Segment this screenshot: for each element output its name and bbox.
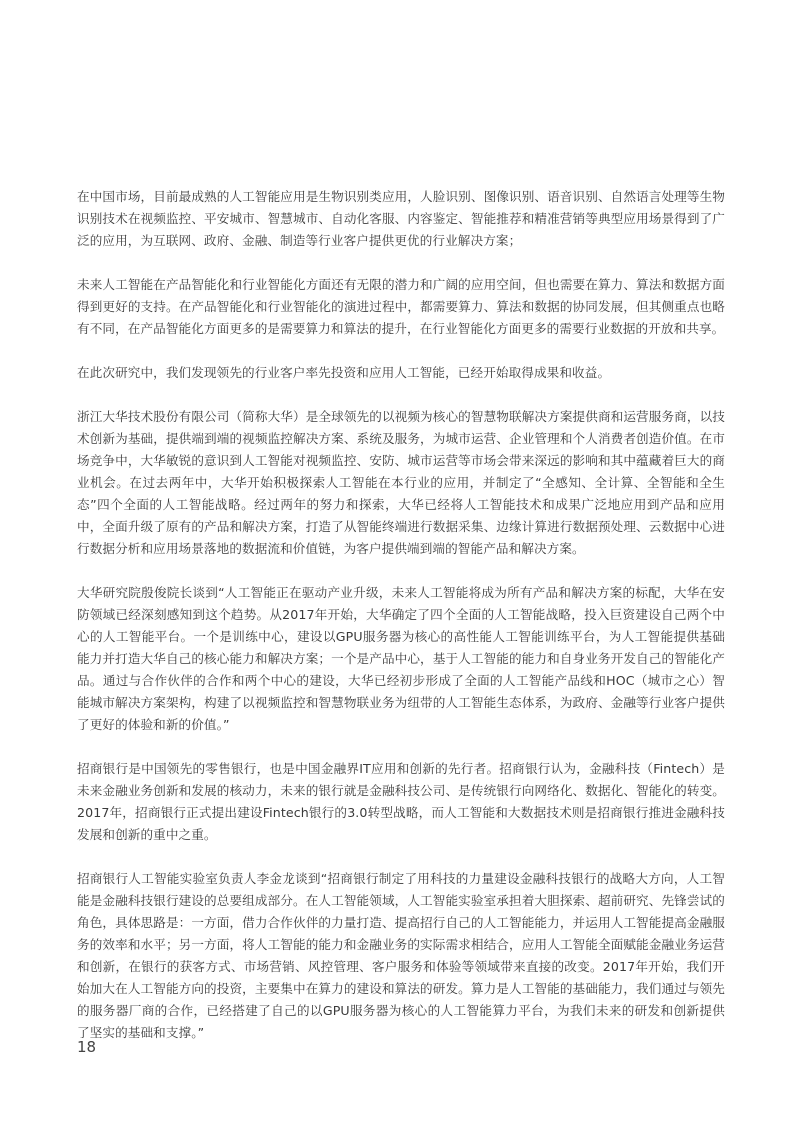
body-text [77,186,725,1066]
paragraph-dahua-intro: 浙江大华技术股份有限公司（简称大华）是全球领先的以视频为核心的智慧物联解决方案提供商和运营服务商，以技术创新为基础，提供端到端的视频监控解决方案、系统及服务，为城市运营、企业管理和个人消费者创造价值。在市场竞争中，大华敏锐的意识到人工智能对视频监控、安防、城市运营等市场会带来深远的影响和其中蕴藏着巨大的商业机会。在过去两年中，大华开始积极探索人工智能在本行业的应用，并制定了“全感知、全计算、全智能和全生态”四个全面的人工智能战略。经过两年的努力和探索，大华已经将人工智能技术和成果广泛地应用到产品和应用中，全面升级了原有的产品和解决方案，打造了从智能终端进行数据采集、边缘计算进行数据预处理、云数据中心进行数据分析和应用场景落地的数据流和价值链，为客户提供端到端的智能产品和解决方案。 [77,409,725,556]
page-number: 18 [77,1038,97,1056]
paragraph-china-market: 在中国市场，目前最成熟的人工智能应用是生物识别类应用，人脸识别、图像识别、语音识别、自然语言处理等生物识别技术在视频监控、平安城市、智慧城市、自动化客服、内容鉴定、智能推荐和精准营销等典型应用场景得到了广泛的应用，为互联网、政府、金融、制造等行业客户提供更优的行业解决方案； [77,189,725,248]
paragraph-dahua-quote: 大华研究院殷俊院长谈到“人工智能正在驱动产业升级，未来人工智能将成为所有产品和解决方案的标配，大华在安防领域已经深刻感知到这个趋势。从2017年开始，大华确定了四个全面的人工智能战略，投入巨资建设自己两个中心的人工智能平台。一个是训练中心，建设以GPU服务器为核心的高性能人工智能训练平台，为人工智能提供基础能力并打造大华自己的核心能力和解决方案；一个是产品中心，基于人工智能的能力和自身业务开发自己的智能化产品。通过与合作伙伴的合作和两个中心的建设，大华已经初步形成了全面的人工智能产品线和HOC（城市之心）智能城市解决方案架构，构建了以视频监控和智慧物联业务为纽带的人工智能生态体系，为政府、金融等行业客户提供了更好的体验和新的价值。” [77,585,725,732]
paragraph-research-findings: 在此次研究中，我们发现领先的行业客户率先投资和应用人工智能，已经开始取得成果和收益。 [77,365,611,380]
paragraph-cmb-intro: 招商银行是中国领先的零售银行，也是中国金融界IT应用和创新的先行者。招商银行认为，金融科技（Fintech）是未来金融业务创新和发展的核动力，未来的银行就是金融科技公司、是传统银行向网络化、数据化、智能化的转变。2017年，招商银行正式提出建设Fintech银行的3.0转型战略，而人工智能和大数据技术则是招商银行推进金融科技发展和创新的重中之重。 [77,761,725,842]
paragraph-future-ai: 未来人工智能在产品智能化和行业智能化方面还有无限的潜力和广阔的应用空间，但也需要在算力、算法和数据方面得到更好的支持。在产品智能化和行业智能化的演进过程中，都需要算力、算法和数据的协同发展，但其侧重点也略有不同，在产品智能化方面更多的是需要算力和算法的提升，在行业智能化方面更多的需要行业数据的开放和共享。 [77,277,725,336]
paragraph-cmb-quote: 招商银行人工智能实验室负责人李金龙谈到“招商银行制定了用科技的力量建设金融科技银行的战略大方向，人工智能是金融科技银行建设的总要组成部分。在人工智能领域，人工智能实验室承担着大胆探索、超前研究、先锋尝试的角色，具体思路是：一方面，借力合作伙伴的力量打造、提高招行自己的人工智能能力，并运用人工智能提高金融服务的效率和水平；另一方面，将人工智能的能力和金融业务的实际需求相结合，应用人工智能全面赋能金融业务运营和创新，在银行的获客方式、市场营销、风控管理、客户服务和体验等领域带来直接的改变。2017年开始，我们开始加大在人工智能方向的投资，主要集中在算力的建设和算法的研发。算力是人工智能的基础能力，我们通过与领先的服务器厂商的合作，已经搭建了自己的以GPU服务器为核心的人工智能算力平台，为我们未来的研发和创新提供了坚实的基础和支撑。” [77,871,725,1040]
